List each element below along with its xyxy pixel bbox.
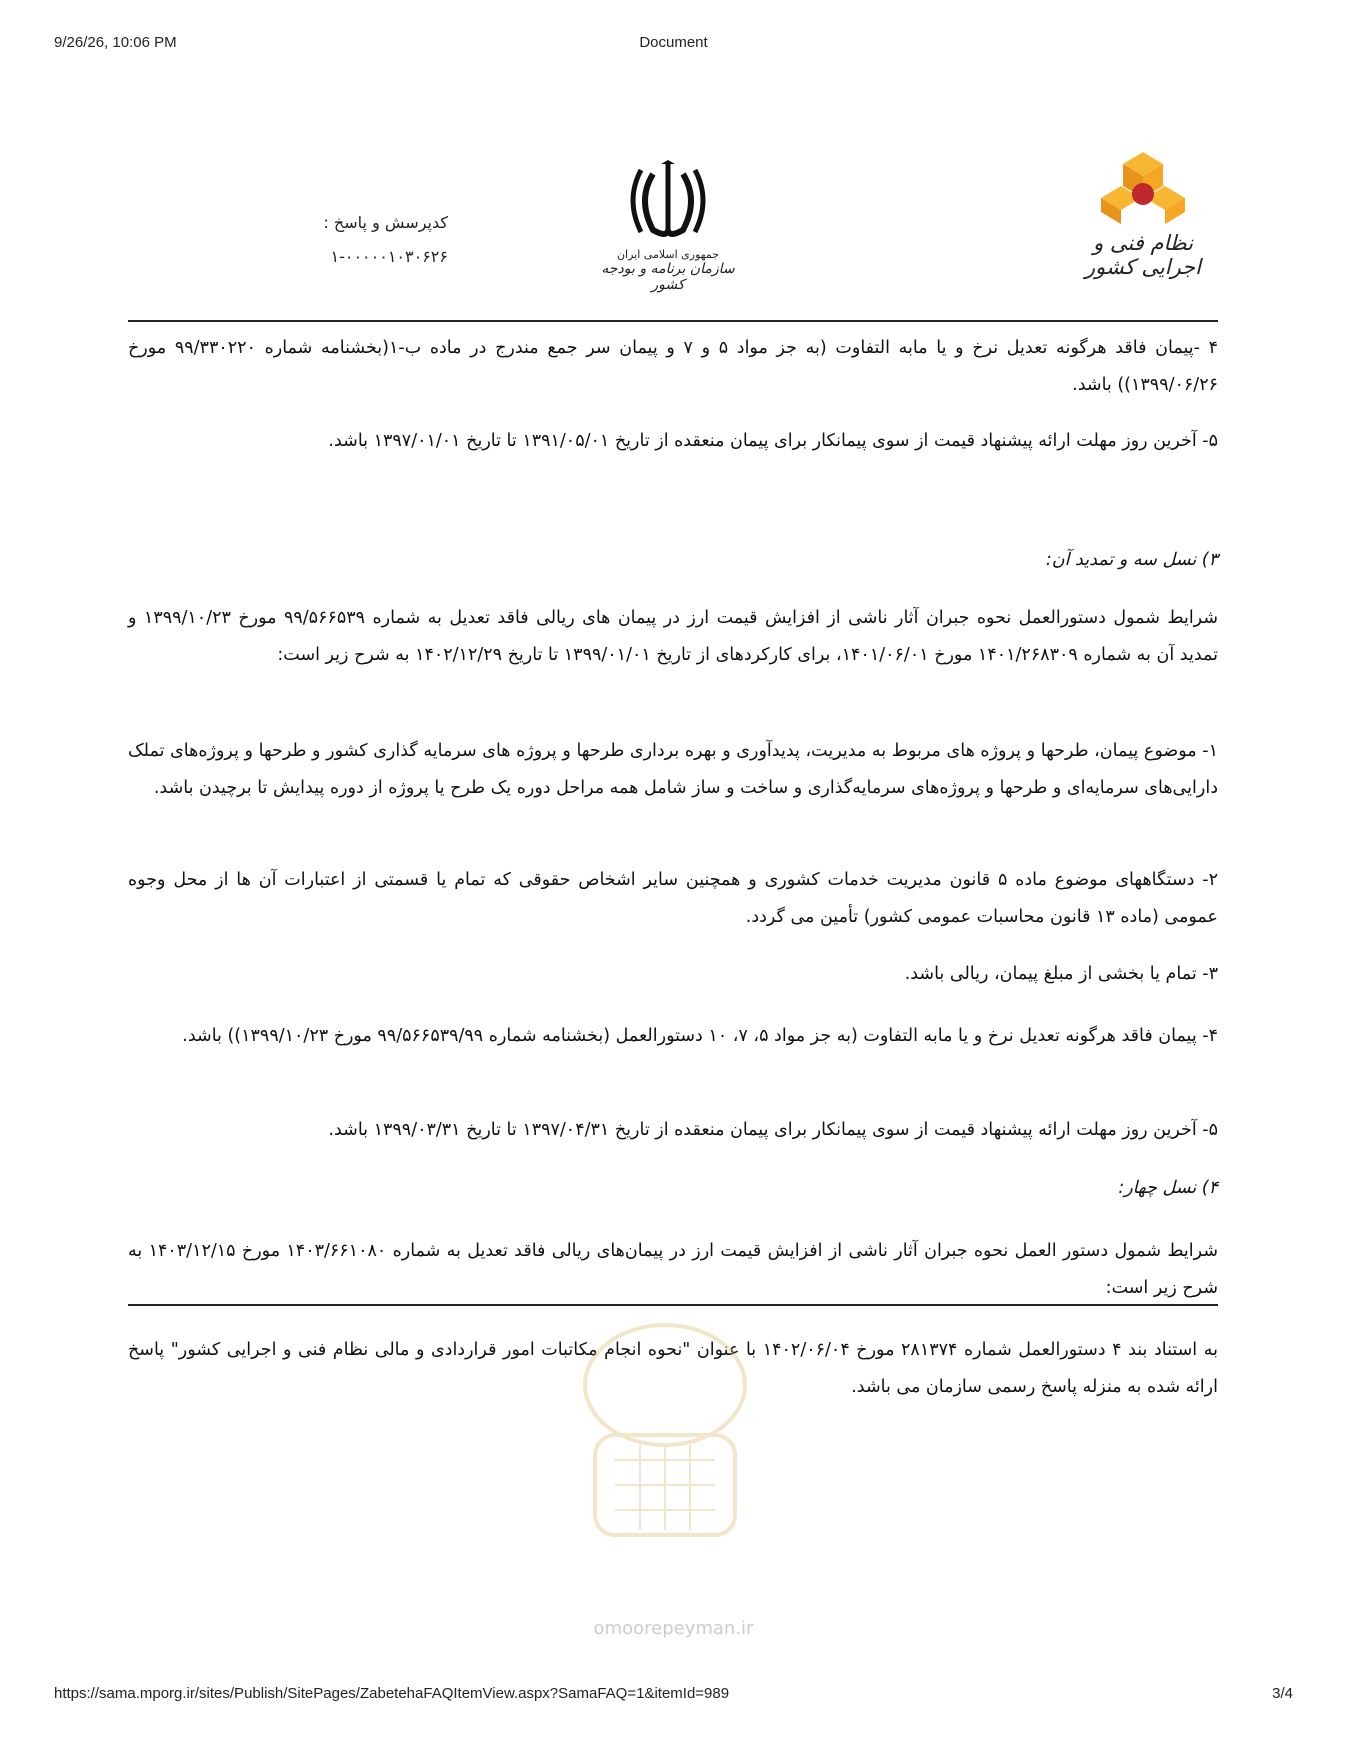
p-official-note: به استناد بند ۴ دستورالعمل شماره ۲۸۱۳۷۴ مورخ ۱۴۰۲/۰۶/۰۴ با عنوان "نحوه انجام مکاتبات امور قراردادی و مالی نظام فنی و اجرایی کشور" پاسخ ارائه شده به منزله پاسخ رسمی سازمان می باشد. <box>128 1340 1218 1397</box>
nezam-fanni-logo <box>1068 150 1218 290</box>
print-footer <box>54 1685 1293 1705</box>
emblem-line-country: جمهوری اسلامی ایران <box>616 248 720 261</box>
cube-logo-icon <box>1093 150 1193 225</box>
p-gen3-intro: شرایط شمول دستورالعمل نحوه جبران آثار ناشی از افزایش قیمت ارز در پیمان های ریالی فاقد تعدیل به شماره ۹۹/۵۶۶۵۳۹ مورخ ۱۳۹۹/۱۰/۲۳ و تمدید آن به شماره ۱۴۰۱/۲۶۸۳۰۹ مورخ ۱۴۰۱/۰۶/۰۱، برای کارکردهای از تاریخ ۱۳۹۹/۰۱/۰۱ تا تاریخ ۱۴۰۲/۱۲/۲۹ به شرح زیر است: <box>128 608 1218 665</box>
p-gen3-item2: ۲- دستگاههای موضوع ماده ۵ قانون مدیریت خدمات کشوری و همچنین سایر اشخاص حقوقی که تمام یا قسمتی از اعتبارات آن ها از محل وجوه عمومی (ماده ۱۳ قانون محاسبات عمومی کشور) تأمین می گردد. <box>128 870 1218 927</box>
emblem-icon <box>623 160 713 240</box>
iran-emblem <box>598 160 738 310</box>
header-divider <box>128 320 1218 322</box>
emblem-line-org: سازمان برنامه و بودجه کشور <box>601 261 735 293</box>
p-gen3-item3: ۳- تمام یا بخشی از مبلغ پیمان، ریالی باشد. <box>904 964 1218 984</box>
heading-gen3: ۳) نسل سه و تمدید آن: <box>1045 550 1218 570</box>
p-gen4-intro: شرایط شمول دستور العمل نحوه جبران آثار ناشی از افزایش قیمت ارز در پیمان‌های ریالی فاقد تعدیل به شماره ۱۴۰۳/۶۶۱۰۸۰ مورخ ۱۴۰۳/۱۲/۱۵ به شرح زیر است: <box>128 1241 1218 1298</box>
p-gen3-item4: ۴- پیمان فاقد هرگونه تعدیل نرخ و یا مابه التفاوت (به جز مواد ۵، ۷، ۱۰ دستورالعمل (بخشنامه شماره ۹۹/۵۶۶۵۳۹/۹۹ مورخ ۱۳۹۹/۱۰/۲۳)) باشد. <box>182 1026 1218 1046</box>
logo-text: نظام فنی و اجرایی کشور <box>1085 231 1201 279</box>
heading-gen4: ۴) نسل چهار: <box>1118 1178 1218 1198</box>
page-number: 3/4 <box>1272 1685 1293 1702</box>
print-datetime: 9/26/26, 10:06 PM <box>54 34 177 51</box>
p-item4-gen2: ۴ -پیمان فاقد هرگونه تعدیل نرخ و یا مابه التفاوت (به جز مواد ۵ و ۷ و پیمان سر جمع مندرج در ماده ب-۱(بخشنامه شماره ۹۹/۳۳۰۲۲۰ مورخ ۱۳۹۹/۰۶/۲۶)) باشد. <box>128 338 1218 395</box>
faq-code-value: ۱-۰۰۰۰۰۱۰۳۰۶۲۶ <box>330 247 448 266</box>
watermark-site: omoorepeyman.ir <box>593 1618 754 1639</box>
print-header <box>54 34 1293 54</box>
watermark-seal-icon <box>540 1295 790 1565</box>
print-url[interactable]: https://sama.mporg.ir/sites/Publish/SitePages/ZabetehaFAQItemView.aspx?SamaFAQ=1&itemId=989 <box>54 1685 730 1702</box>
faq-code-label: کدپرسش و پاسخ : <box>323 213 448 232</box>
p-gen3-item5: ۵- آخرین روز مهلت ارائه پیشنهاد قیمت از سوی پیمانکار برای پیمان منعقده از تاریخ ۱۳۹۷/۰۴/۳۱ تا تاریخ ۱۳۹۹/۰۳/۳۱ باشد. <box>328 1120 1218 1140</box>
letterhead <box>128 150 1218 320</box>
p-gen3-item1: ۱- موضوع پیمان، طرحها و پروژه های مربوط به مدیریت، پدیدآوری و بهره برداری طرحها و پروژه های سرمایه گذاری کشور و طرحها و پروژه‌های تملک دارایی‌های سرمایه‌ای و طرحها و پروژه‌های سرمایه‌گذاری و ساخت و ساز شامل همه مراحل دوره یک طرح یا پروژه از دوره پیدایش تا برچیدن باشد. <box>128 741 1218 798</box>
p-item5-gen2: ۵- آخرین روز مهلت ارائه پیشنهاد قیمت از سوی پیمانکار برای پیمان منعقده از تاریخ ۱۳۹۱/۰۵/۰۱ تا تاریخ ۱۳۹۷/۰۱/۰۱ باشد. <box>328 431 1218 451</box>
print-title: Document <box>639 34 708 51</box>
faq-code-block <box>268 206 448 274</box>
